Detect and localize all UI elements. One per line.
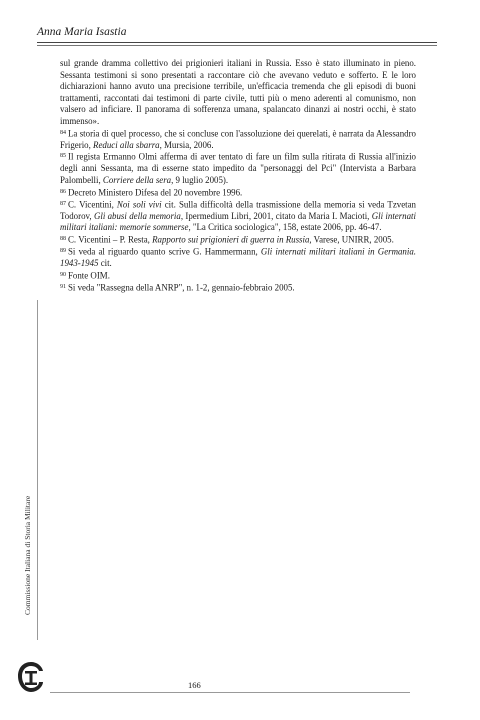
footnote-88: $^{88}$ C. Vicentini – P. Resta, Rapporto sui prigionieri di guerra in Russia, Varese, UNIRR, 2005. — [60, 234, 394, 245]
footnote-90: $^{90}$ Fonte OIM. — [60, 270, 110, 281]
footnote-number: 85 — [60, 153, 66, 160]
footnote-87: $^{87}$ C. Vicentini, Noi soli vivi cit. Sulla difficoltà della trasmissione della memoria si veda Tzvetan Todorov, Gli abusi della memoria, Ipermedium Libri, 2001, citato da Maria I. Macioti, Gli internati militari italiani: memorie sommerse, "La Critica sociologica", 158, estate 2006, pp. 46-47. — [60, 199, 416, 233]
footnote-number: 84 — [60, 129, 66, 136]
commission-logo-icon — [16, 660, 46, 694]
running-header-author: Anna Maria Isastia — [37, 26, 127, 38]
footnote-number: 91 — [60, 283, 66, 290]
footnote-number: 87 — [60, 200, 66, 207]
footnote-85: $^{85}$ Il regista Ermanno Olmi afferma di aver tentato di fare un film sulla ritirata di Russia all'inizio degli anni Sessanta, ma di esserne stato impedito da "personaggi del Pci" (Intervista a Barbara Palombelli, Corriere della sera, 9 luglio 2005). — [60, 151, 416, 185]
footnotes-text — [60, 58, 416, 294]
footnote-continuation: sul grande dramma collettivo dei prigionieri italiani in Russia. Esso è stato illuminato in pieno. Sessanta testimoni si sono presentati a raccontare ciò che avevano veduto e sofferto. E le loro dichiarazioni hanno avuto una precisione terribile, un'efficacia tremenda che gli episodi di buoni trattamenti, raccontati dai testimoni di parte civile, tutti più o meno aderenti al comunismo, non valsero ad inficiare. Il panorama di sofferenza umana, spalancato dinanzi ai nostri occhi, è stato immenso». — [60, 58, 416, 126]
margin-rule — [37, 300, 38, 640]
footnote-89: $^{89}$ Si veda al riguardo quanto scrive G. Hammermann, Gli internati militari italiani in Germania. 1943-1945 cit. — [60, 246, 416, 269]
header-rule-thick — [37, 42, 437, 43]
footnote-86: $^{86}$ Decreto Ministero Difesa del 20 novembre 1996. — [60, 187, 243, 198]
footnote-number: 90 — [60, 271, 66, 278]
footnote-number: 88 — [60, 235, 66, 242]
footnote-number: 89 — [60, 248, 66, 254]
footnote-84: $^{84}$ La storia di quel processo, che si concluse con l'assoluzione dei querelati, è narrata da Alessandro Frigerio, Reduci alla sbarra, Mursia, 2006. — [60, 128, 416, 150]
footer-rule — [50, 692, 410, 693]
footnote-number: 86 — [60, 188, 66, 195]
footnote-91: $^{91}$ Si veda "Rassegna della ANRP", n. 1-2, gennaio-febbraio 2005. — [60, 282, 295, 293]
header-rule-thin — [37, 45, 437, 46]
sidebar-publisher-label: Commissione Italiana di Storia Militare — [23, 495, 32, 615]
page-number: 166 — [188, 680, 201, 690]
